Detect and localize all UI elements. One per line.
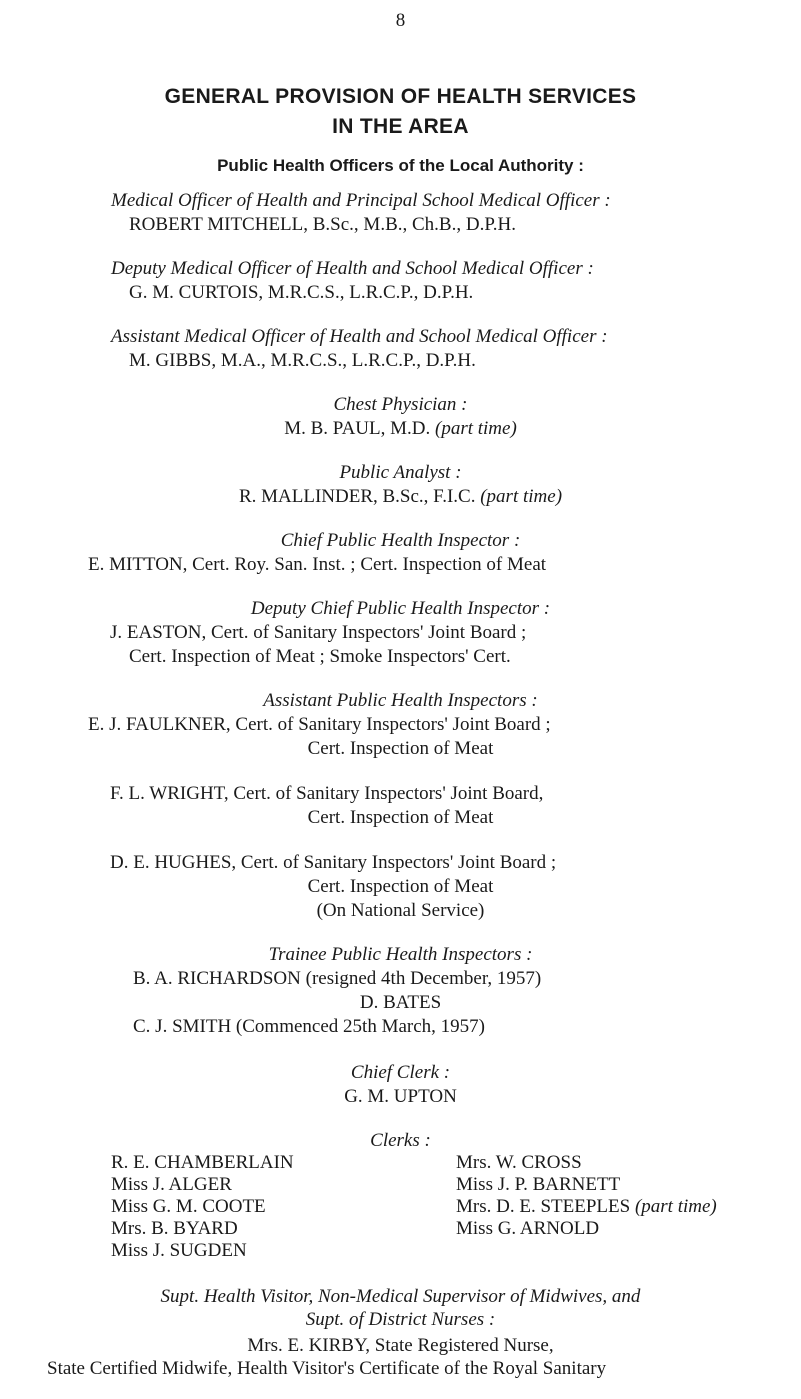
trainee-line-2: D. BATES	[359, 992, 442, 1013]
page-number: 8	[395, 10, 406, 31]
clerk-left-2: Miss J. ALGER	[111, 1174, 232, 1195]
chest-physician-note: (part time)	[435, 418, 517, 439]
faulkner-line-1: E. J. FAULKNER, Cert. of Sanitary Inspectors' Joint Board ;	[88, 714, 551, 735]
faulkner-line-2: Cert. Inspection of Meat	[307, 738, 494, 759]
clerks-role: Clerks :	[370, 1130, 431, 1151]
clerk-right-4: Miss G. ARNOLD	[456, 1218, 600, 1239]
hughes-line-2: Cert. Inspection of Meat	[307, 876, 494, 897]
clerk-left-5: Miss J. SUGDEN	[111, 1240, 247, 1261]
clerk-right-1: Mrs. W. CROSS	[456, 1152, 582, 1173]
clerk-left-3: Miss G. M. COOTE	[111, 1196, 266, 1217]
wright-line-2: Cert. Inspection of Meat	[307, 807, 494, 828]
amoh-role: Assistant Medical Officer of Health and School Medical Officer :	[111, 326, 608, 347]
trainee-line-3: C. J. SMITH (Commenced 25th March, 1957)	[133, 1016, 485, 1037]
supt-line-1: Mrs. E. KIRBY, State Registered Nurse,	[247, 1335, 554, 1356]
clerk-right-2: Miss J. P. BARNETT	[456, 1174, 621, 1195]
clerk-right-3: Mrs. D. E. STEEPLES	[456, 1196, 631, 1217]
dmoh-role: Deputy Medical Officer of Health and School Medical Officer :	[111, 258, 594, 279]
moh-role: Medical Officer of Health and Principal School Medical Officer :	[111, 190, 611, 211]
deputy-phi-line-2: Cert. Inspection of Meat ; Smoke Inspectors' Cert.	[129, 646, 511, 667]
deputy-phi-line-1: J. EASTON, Cert. of Sanitary Inspectors' Joint Board ;	[110, 622, 527, 643]
supt-line-2: State Certified Midwife, Health Visitor's Certificate of the Royal Sanitary	[47, 1358, 607, 1379]
page-title-line-1: GENERAL PROVISION OF HEALTH SERVICES	[164, 85, 637, 108]
chest-physician-name-line	[0, 418, 801, 440]
page-title-line-2: IN THE AREA	[332, 115, 469, 138]
deputy-phi-role: Deputy Chief Public Health Inspector :	[250, 598, 551, 619]
clerk-left-1: R. E. CHAMBERLAIN	[111, 1152, 294, 1173]
clerk-right-3-note: (part time)	[634, 1196, 717, 1217]
public-analyst-name: R. MALLINDER, B.Sc., F.I.C.	[238, 486, 476, 507]
supt-role-line-2: Supt. of District Nurses :	[305, 1309, 496, 1330]
public-analyst-role: Public Analyst :	[339, 462, 462, 483]
public-analyst-note: (part time)	[480, 486, 563, 507]
trainee-line-1: B. A. RICHARDSON (resigned 4th December, 1957)	[133, 968, 542, 989]
hughes-line-3: (On National Service)	[316, 900, 485, 921]
clerk-right-3-line	[456, 1196, 717, 1218]
moh-name: ROBERT MITCHELL, B.Sc., M.B., Ch.B., D.P.H.	[129, 214, 516, 235]
chest-physician-name: M. B. PAUL, M.D.	[284, 418, 431, 439]
assistant-phi-role: Assistant Public Health Inspectors :	[263, 690, 538, 711]
chief-clerk-role: Chief Clerk :	[350, 1062, 451, 1083]
clerks-right-column	[456, 1152, 717, 1240]
clerks-left-column	[111, 1152, 294, 1262]
chief-phi-role: Chief Public Health Inspector :	[280, 530, 521, 551]
wright-line-1: F. L. WRIGHT, Cert. of Sanitary Inspectors' Joint Board,	[110, 783, 544, 804]
hughes-line-1: D. E. HUGHES, Cert. of Sanitary Inspectors' Joint Board ;	[110, 852, 557, 873]
clerk-left-4: Mrs. B. BYARD	[111, 1218, 238, 1239]
supt-role-line-1: Supt. Health Visitor, Non-Medical Supervisor of Midwives, and	[160, 1286, 641, 1307]
public-analyst-name-line	[0, 486, 801, 508]
chest-physician-role: Chest Physician :	[333, 394, 468, 415]
dmoh-name: G. M. CURTOIS, M.R.C.S., L.R.C.P., D.P.H.	[129, 282, 474, 303]
chief-clerk-name: G. M. UPTON	[344, 1086, 457, 1107]
trainee-phi-role: Trainee Public Health Inspectors :	[268, 944, 533, 965]
section-subheading: Public Health Officers of the Local Authority :	[217, 156, 584, 175]
amoh-name: M. GIBBS, M.A., M.R.C.S., L.R.C.P., D.P.H.	[129, 350, 476, 371]
chief-phi-name: E. MITTON, Cert. Roy. San. Inst. ; Cert. Inspection of Meat	[88, 554, 547, 575]
